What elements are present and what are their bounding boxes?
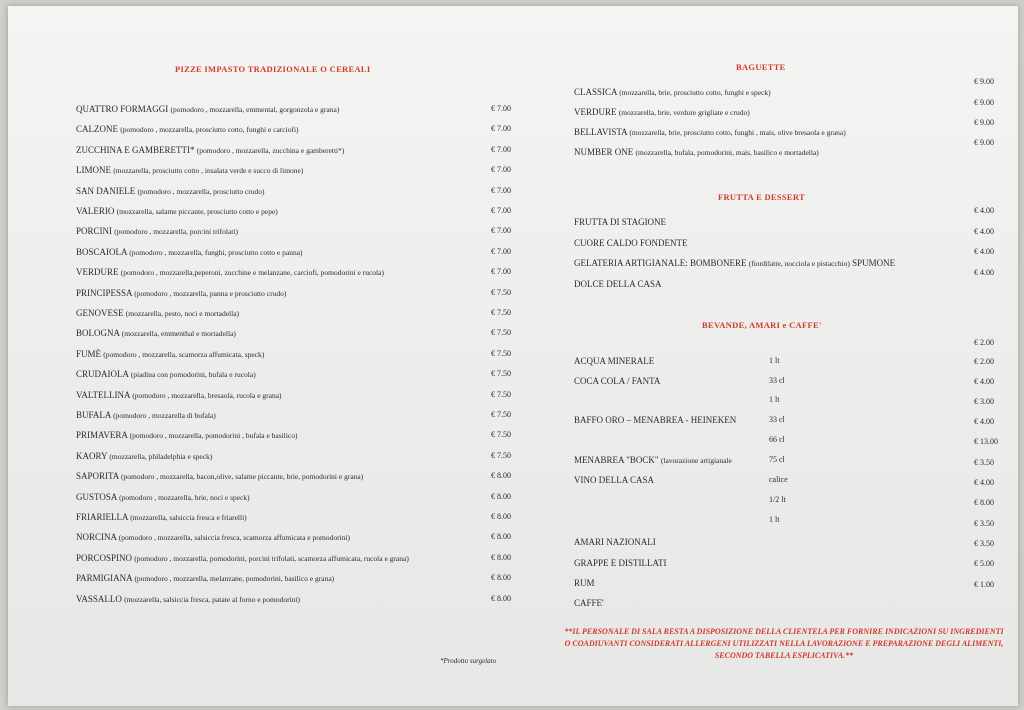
bevande-section-title: BEVANDE, AMARI e CAFFE': [702, 320, 822, 330]
item-name: COCA COLA / FANTA: [574, 376, 661, 386]
item-price: € 7.00: [491, 246, 511, 256]
item-name: PARMIGIANA: [76, 573, 133, 584]
pizza-item: [76, 165, 516, 178]
item-name: VASSALLO: [76, 593, 122, 604]
item-name: SAN DANIELE: [76, 185, 136, 196]
pizza-item: [76, 410, 516, 423]
bevande-item: [574, 558, 934, 571]
item-description: (mozzarella, pesto, noci e mortadella): [125, 309, 240, 318]
bevande-item: [574, 515, 934, 528]
pizza-item: [76, 206, 516, 219]
item-name: KAORY: [76, 450, 108, 461]
dessert-price: € 4.00: [974, 227, 994, 236]
pizza-item: [76, 124, 516, 137]
item-price: € 7.00: [491, 185, 511, 195]
bevande-price: € 3.50: [974, 519, 994, 528]
item-name: VALERIO: [76, 206, 115, 216]
item-name: QUATTRO FORMAGGI: [76, 104, 169, 114]
bevande-item: [574, 356, 934, 369]
item-description: (pomodoro , mozzarella, brie, noci e speck): [119, 492, 250, 502]
pizza-item: [76, 308, 516, 321]
item-price: € 7.00: [491, 267, 511, 277]
menu-sheet: [8, 6, 1018, 706]
item-extra: SPUMONE: [852, 258, 896, 268]
item-price: € 7.00: [491, 226, 511, 236]
item-price: € 8.00: [491, 573, 511, 583]
bevande-item: [574, 415, 934, 428]
bevande-price: € 8.00: [974, 498, 994, 507]
item-name: GUSTOSA: [76, 491, 117, 502]
item-name: VERDURE: [76, 267, 119, 278]
pizza-item: [76, 594, 516, 607]
item-name: GRAPPE E DISTILLATI: [574, 558, 667, 568]
item-price: € 7.50: [491, 430, 511, 440]
item-description: (pomodoro , mozzarella, bresaola, rucola e grana): [132, 390, 282, 400]
pizza-item: [76, 349, 516, 362]
item-price: € 7.50: [491, 369, 511, 379]
item-name: NORCINA: [76, 532, 117, 543]
bevande-price: € 3.50: [974, 458, 994, 467]
item-description: (mozzarella, emmenthal e mortadella): [121, 329, 236, 339]
item-name: ZUCCHINA E GAMBERETTI*: [76, 144, 195, 155]
item-description: (pomodoro , mozzarella, pomodorini , bufala e basilico): [129, 431, 298, 441]
item-price: € 7.00: [491, 104, 511, 113]
item-description: (pomodoro , mozzarella, prosciutto crudo): [137, 186, 265, 196]
dessert-price: € 4.00: [974, 206, 994, 215]
item-quantity: 1 lt: [769, 515, 780, 524]
item-description: (mozzarella, philadelphia e speck): [109, 451, 213, 461]
dessert-section-title: FRUTTA E DESSERT: [718, 192, 806, 202]
bevande-item: [574, 395, 934, 408]
item-description: (pomodoro , mozzarella, emmental, gorgonzola e grana): [170, 105, 340, 114]
item-quantity: 66 cl: [769, 435, 785, 444]
frozen-product-footnote: *Prodotto surgelato: [440, 657, 497, 665]
pizza-item: [76, 573, 516, 586]
item-description: (mozzarella, prosciutto cotto , insalata verde e succo di limone): [113, 166, 304, 176]
item-name: VALTELLINA: [76, 389, 130, 400]
baguette-item: [574, 147, 934, 160]
bevande-price: € 4.00: [974, 417, 994, 426]
bevande-item: [574, 495, 934, 508]
pizza-item: [76, 553, 516, 566]
item-price: € 7.50: [491, 287, 511, 297]
baguette-price: € 9.00: [974, 118, 994, 127]
item-name: CAFFE': [574, 598, 604, 608]
pizza-item: [76, 532, 516, 545]
item-quantity: 1 lt: [769, 356, 780, 365]
item-price: € 8.00: [491, 512, 511, 521]
bevande-item: [574, 435, 934, 448]
item-price: € 7.00: [491, 206, 511, 215]
baguette-price: € 9.00: [974, 138, 994, 147]
item-name: FUMÈ: [76, 348, 102, 359]
item-description: (pomodoro , mozzarella, salsiccia fresca, scamorza affumicata e pomodorini): [118, 533, 350, 543]
item-price: € 7.50: [491, 328, 511, 338]
pizza-item: [76, 104, 516, 117]
pizza-item: [76, 390, 516, 403]
item-quantity: 1/2 lt: [769, 495, 786, 504]
item-description: (mozzarella, salame piccante, prosciutto cotto e pepe): [116, 207, 278, 216]
dessert-price: € 4.00: [974, 247, 994, 256]
item-price: € 7.50: [491, 308, 511, 317]
item-name: BOLOGNA: [76, 328, 120, 339]
item-name: VINO DELLA CASA: [574, 475, 654, 485]
item-name: BAFFO ORO – MENABREA - HEINEKEN: [574, 415, 737, 425]
pizza-item: [76, 369, 516, 382]
item-name: VERDURE: [574, 107, 617, 117]
item-quantity: calice: [769, 475, 788, 484]
item-name: PRIMAVERA: [76, 430, 128, 441]
item-description: (pomodoro , mozzarella, zucchina e gamberetti*): [196, 145, 345, 155]
baguette-item: [574, 127, 934, 140]
item-name: MENABREA "BOCK": [574, 455, 659, 465]
item-name: BOSCAIOLA: [76, 246, 128, 257]
item-quantity: 1 lt: [769, 395, 780, 404]
pizze-section-title: PIZZE IMPASTO TRADIZIONALE O CEREALI: [175, 64, 371, 74]
bevande-item: [574, 598, 934, 611]
item-description: (fiordilatte, nocciola e pistacchio): [748, 259, 850, 268]
pizza-item: [76, 145, 516, 158]
bevande-item: [574, 475, 934, 488]
item-price: € 7.00: [491, 124, 511, 134]
item-price: € 8.00: [491, 491, 511, 501]
item-name: BELLAVISTA: [574, 127, 628, 137]
pizza-item: [76, 186, 516, 199]
baguette-price: € 9.00: [974, 98, 994, 107]
pizza-item: [76, 492, 516, 505]
item-name: LIMONE: [76, 165, 111, 176]
item-quantity: 75 cl: [769, 455, 785, 464]
item-name: ACQUA MINERALE: [574, 356, 655, 366]
item-name: NUMBER ONE: [574, 147, 634, 157]
pizza-item: [76, 328, 516, 341]
item-name: FRIARIELLA: [76, 512, 129, 522]
item-price: € 7.50: [491, 450, 511, 460]
item-quantity: 33 cl: [769, 415, 785, 424]
item-price: € 7.50: [491, 389, 511, 399]
item-name: GENOVESE: [76, 308, 124, 318]
item-description: (mozzarella, brie, prosciutto cotto, funghi e speck): [619, 88, 771, 97]
item-quantity: 33 cl: [769, 376, 785, 385]
item-description: (mozzarella, brie, verdure grigliate e crudo): [618, 108, 750, 117]
item-description: (pomodoro , mozzarella, scamorza affumicata, speck): [103, 349, 265, 359]
dessert-item: [574, 217, 934, 230]
bevande-item: [574, 455, 934, 468]
item-price: € 7.00: [491, 144, 511, 154]
item-name: SAPORITA: [76, 471, 119, 482]
item-name: AMARI NAZIONALI: [574, 537, 656, 547]
bevande-item: [574, 537, 934, 550]
bevande-price: € 3.00: [974, 397, 994, 406]
baguette-item: [574, 87, 934, 100]
pizza-item: [76, 226, 516, 239]
pizza-item: [76, 430, 516, 443]
pizza-item: [76, 267, 516, 280]
baguette-section-title: BAGUETTE: [736, 62, 786, 72]
item-description: (pomodoro , mozzarella, pomodorini, porcini trifolati, scamorza affumicata, rucola e grana): [134, 553, 409, 563]
item-price: € 8.00: [491, 532, 511, 542]
bevande-item: [574, 376, 934, 389]
item-name: CALZONE: [76, 124, 118, 135]
item-description: (pomodoro , mozzarella, prosciutto cotto, funghi e carciofi): [120, 125, 299, 135]
item-name: PORCINI: [76, 226, 113, 237]
bevande-price: € 13.00: [974, 437, 998, 446]
item-description: (pomodoro , mozzarella, funghi, prosciutto cotto e panna): [129, 247, 303, 257]
bevande-price: € 4.00: [974, 478, 994, 487]
item-price: € 8.00: [491, 552, 511, 562]
item-description: (mozzarella, brie, prosciutto cotto, funghi , mais, olive bresaola e grana): [629, 128, 846, 137]
bevande-price: € 5.00: [974, 559, 994, 568]
bevande-item: [574, 578, 934, 591]
pizza-item: [76, 451, 516, 464]
item-name: CLASSICA: [574, 87, 618, 97]
pizza-item: [76, 471, 516, 484]
item-name: PORCOSPINO: [76, 552, 133, 563]
item-price: € 8.00: [491, 471, 511, 481]
item-description: (mozzarella, salsiccia fresca, patate al forno e pomodorini): [124, 594, 301, 604]
bevande-price: € 3.50: [974, 539, 994, 548]
bevande-price: € 2.00: [974, 338, 994, 347]
item-name: DOLCE DELLA CASA: [574, 279, 662, 289]
baguette-item: [574, 107, 934, 120]
pizza-item: [76, 512, 516, 525]
item-description: (mozzarella, bufala, pomodorini, mais, basilico e mortadella): [635, 148, 819, 157]
item-price: € 7.00: [491, 165, 511, 175]
item-description: (pomodoro , mozzarella, bacon,olive, salame piccante, brie, pomodorini e grana): [121, 472, 364, 482]
dessert-item: [574, 258, 934, 271]
item-description: (pomodoro , mozzarella di bufala): [113, 411, 216, 420]
item-description: (lavorazione artigianale: [660, 456, 732, 465]
item-price: € 7.50: [491, 410, 511, 419]
item-description: (pomodoro , mozzarella, panna e prosciutto crudo): [134, 288, 287, 298]
allergen-notice: **IL PERSONALE DI SALA RESTA A DISPOSIZIONE DELLA CLIENTELA PER FORNIRE INDICAZIONI SU INGREDIENTI O COADIUVANTI CONSIDERATI ALLERGENI UTILIZZATI NELLA LAVORAZIONE E PREPARAZIONE DEGLI ALIMENTI, SECONDO TABELLA ESPLICATIVA.**: [564, 627, 1004, 660]
bevande-price: € 2.00: [974, 357, 994, 366]
pizza-item: [76, 288, 516, 301]
item-price: € 7.50: [491, 348, 511, 358]
item-name: RUM: [574, 578, 595, 588]
bevande-price: € 4.00: [974, 377, 994, 386]
item-name: GELATERIA ARTIGIANALE: BOMBONERE: [574, 258, 747, 268]
baguette-price: € 9.00: [974, 77, 994, 86]
dessert-item: [574, 279, 934, 292]
bevande-price: € 1.00: [974, 580, 994, 589]
item-price: € 8.00: [491, 593, 511, 603]
item-name: FRUTTA DI STAGIONE: [574, 217, 667, 227]
dessert-item: [574, 238, 934, 251]
item-description: (pomodoro , mozzarella,peperoni, zucchine e melanzane, carciofi, pomodorini e rucola): [120, 268, 384, 278]
item-name: BUFALA: [76, 410, 111, 420]
item-description: (piadina con pomodorini, bufala e rucola): [130, 370, 256, 380]
item-name: CRUDAIOLA: [76, 369, 129, 380]
item-description: (pomodoro , mozzarella, porcini trifolati): [114, 227, 238, 237]
pizza-item: [76, 247, 516, 260]
item-name: CUORE CALDO FONDENTE: [574, 238, 688, 248]
dessert-price: € 4.00: [974, 268, 994, 277]
item-description: (mozzarella, salsiccia fresca e friarelli): [130, 513, 247, 522]
item-description: (pomodoro , mozzarella, melanzane, pomodorini, basilico e grana): [134, 574, 335, 584]
item-name: PRINCIPESSA: [76, 287, 133, 298]
